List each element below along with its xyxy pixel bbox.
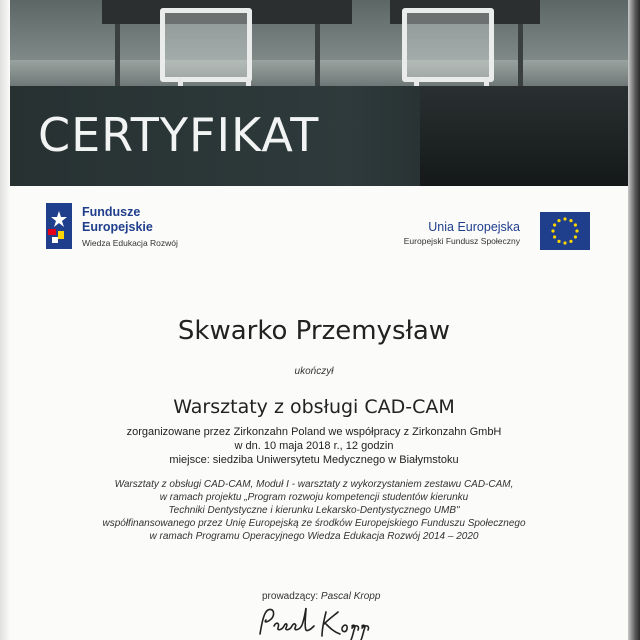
organizer-line: zorganizowane przez Zirkonzahn Poland we współpracy z Zirkonzahn GmbH	[126, 426, 502, 438]
recipient-name: Skwarko Przemysław	[177, 316, 451, 346]
chair-leg	[246, 78, 251, 86]
page-edge-shadow	[628, 0, 640, 640]
eu-union-label: Unia Europejska	[428, 220, 520, 234]
date-line: w dn. 10 maja 2018 r., 12 godzin	[234, 440, 394, 452]
signature	[256, 604, 386, 640]
place-line: miejsce: siedziba Uniwersytetu Medycznego w Białymstoku	[169, 454, 459, 466]
description-line-2: w ramach projektu „Program rozwoju kompetencji studentów kierunku	[159, 492, 469, 503]
description-line-5: w ramach Programu Operacyjnego Wiedza Edukacja Rozwój 2014 – 2020	[149, 531, 479, 542]
course-title: Warsztaty z obsługi CAD-CAM	[173, 396, 455, 418]
completed-label: ukończył	[294, 366, 334, 377]
presenter	[262, 591, 380, 602]
chair	[160, 8, 252, 82]
description-line-4: współfinansowanego przez Unię Europejską ze środków Europejskiego Funduszu Społecznego	[102, 518, 526, 529]
eu-funds-line3: Wiedza Edukacja Rozwój	[82, 238, 178, 248]
eu-funds-flag-icon	[46, 203, 72, 249]
dark-panel	[420, 86, 628, 186]
eu-funds-logo	[46, 203, 186, 251]
desk-leg	[115, 24, 120, 86]
chair-leg	[178, 78, 183, 86]
eu-flag-icon	[540, 212, 590, 250]
chair	[402, 8, 494, 82]
presenter-name: Pascal Kropp	[320, 591, 381, 602]
eu-funds-line1: Fundusze	[82, 205, 141, 219]
description-line-3: Techniki Dentystyczne i kierunku Lekarsko-Dentystycznego UMB"	[168, 505, 460, 516]
chair-leg	[414, 78, 419, 86]
eu-funds-line2: Europejskie	[82, 220, 153, 234]
eu-social-fund-label: Europejski Fundusz Społeczny	[403, 236, 520, 246]
description-line-1: Warsztaty z obsługi CAD-CAM, Moduł I - warsztaty z wykorzystaniem zestawu CAD-CAM,	[114, 479, 514, 490]
certificate-title: CERTYFIKAT	[38, 108, 320, 162]
desk-leg	[315, 24, 320, 86]
presenter-label: prowadzący:	[262, 591, 319, 602]
chair-leg	[484, 78, 489, 86]
desk-leg	[518, 24, 523, 86]
